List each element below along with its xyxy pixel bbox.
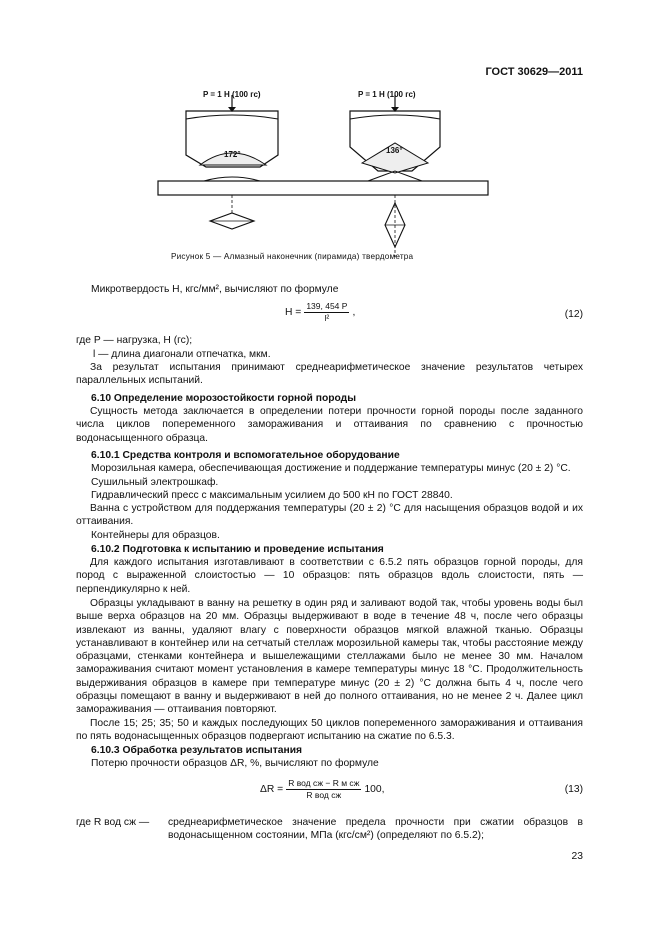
formula13-fraction [286,778,361,801]
formula12-number: (12) [564,309,583,320]
formula12-tail: , [352,306,356,318]
formula-13 [260,778,385,801]
where13-prefix: где R вод сж — [76,817,150,828]
specimen-plate [158,181,488,195]
formula13-intro: Потерю прочности образцов ΔR, %, вычисляют по формуле [91,758,379,769]
indenter-figure [150,85,490,265]
section-6-10-1-heading: 6.10.1 Средства контроля и вспомогательное оборудование [91,450,400,461]
equipment-item: Сушильный электрошкаф. [91,477,219,488]
section-6-10-2-heading: 6.10.2 Подготовка к испытанию и проведение испытания [91,544,384,555]
figure-caption: Рисунок 5 — Алмазный наконечник (пирамида) твердометра [171,252,414,261]
l-definition: l — длина диагонали отпечатка, мкм. [93,349,271,360]
formula12-denominator: l² [324,313,330,323]
formula12-lhs: H = [285,306,302,318]
formula12-fraction [304,301,349,324]
right-angle-label: 136° [386,146,403,155]
formula12-intro: Микротвердость H, кгс/мм², вычисляют по формуле [91,284,339,295]
formula13-tail: 100, [364,783,385,795]
section-6-10-heading: 6.10 Определение морозостойкости горной породы [91,393,357,404]
p-definition: где P — нагрузка, Н (гс); [76,335,193,346]
section-6-10-2-paragraph-2: Образцы укладывают в ванну на решетку в один ряд и заливают водой так, чтобы уровень воды был выше верха образцов на 20 мм. Образцы выдерживают в воде в течение 48 ч, после чего образцы извлекают из ванны, удаляют влагу с поверхности образцов мягкой влажной тканью. Образцы устанавливают в контейнер или на сетчатый стеллаж морозильной камеры так, чтобы расстояние между образцами, стенками контейнера и вышележащими стеллажами было не менее 30 мм. Началом замораживания считают момент установления в камере температуры минус 18 °С. Продолжительность выдерживания образцов в камере при температуре минус (20 ± 2) °С должна быть 4 ч, после чего образцы помещают в ванну и выдерживают в ней до полного оттаивания, но не менее 2 ч. Далее цикл замораживания — оттаивания повторяют. [76,598,583,716]
left-load-label: P = 1 Н (100 гс) [203,90,261,99]
equipment-item: Ванна с устройством для поддержания температуры (20 ± 2) °С для насыщения образцов водой и их оттаивания. [76,503,583,528]
formula13-number: (13) [564,784,583,795]
equipment-item: Гидравлический пресс с максимальным усилием до 500 кН по ГОСТ 28840. [91,490,453,501]
section-6-10-2-paragraph-1: Для каждого испытания изготавливают в соответствии с 6.5.2 пять образцов горной породы, для пород с выраженной слоистостью — 10 образцов: пять образцов вдоль слоистости, пять — перпендикулярно к ней. [76,557,583,595]
where13-definition: среднеарифметическое значение предела прочности при сжатии образцов в водонасыщенном состоянии, МПа (кгс/см²) (определяют по 6.5.2); [168,817,583,842]
formula13-numerator: R вод сж − R м сж [288,778,360,788]
left-angle-label: 172° [224,150,241,159]
page-number: 23 [571,851,583,862]
right-load-label: P = 1 Н (100 гс) [358,90,416,99]
document-number: ГОСТ 30629—2011 [485,66,583,78]
formula13-lhs: ΔR = [260,783,284,795]
result-paragraph: За результат испытания принимают среднеарифметическое значение результатов четырех параллельных испытаний. [76,362,583,387]
section-6-10-2-paragraph-3: После 15; 25; 35; 50 и каждых последующих 50 циклов попеременного замораживания и оттаивания по пять водонасыщенных образцов подвергают испытанию на сжатие по 6.5.3. [76,718,583,743]
equipment-item: Контейнеры для образцов. [91,530,220,541]
formula12-numerator: 139, 454 P [306,301,348,311]
indenter-diagram [150,85,490,265]
formula13-denominator: R вод сж [306,790,342,800]
equipment-item: Морозильная камера, обеспечивающая достижение и поддержание температуры минус (20 ± 2) °С. [91,463,571,474]
section-6-10-text: Сущность метода заключается в определении потери прочности горной породы после заданного числа циклов попеременного замораживания и оттаивания по сравнению с прочностью водонасыщенного образца. [76,406,583,444]
formula-12 [285,301,355,324]
section-6-10-3-heading: 6.10.3 Обработка результатов испытания [91,745,303,756]
